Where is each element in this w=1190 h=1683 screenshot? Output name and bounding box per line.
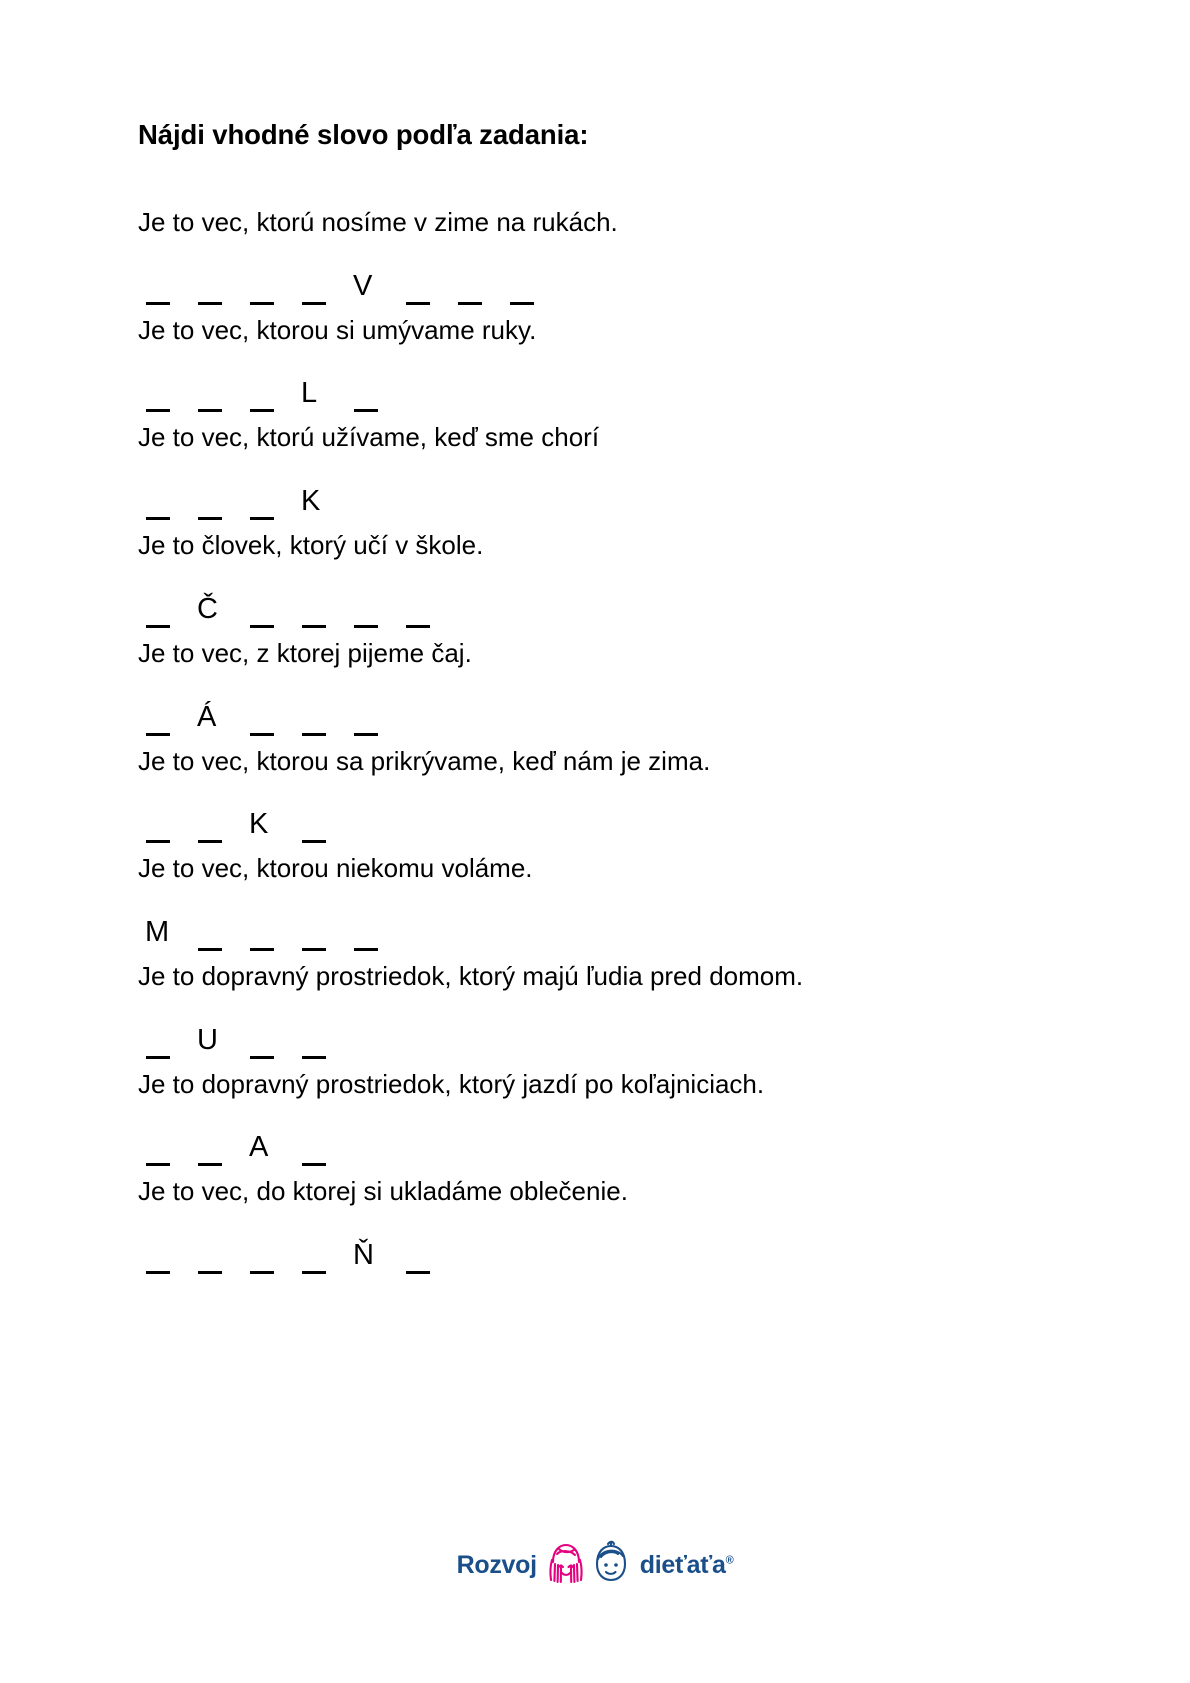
exercise-item (138, 1176, 1058, 1280)
answer-letter-hint (196, 588, 248, 634)
answer-letter-hint-text: U (197, 1023, 218, 1056)
answer-blank-slot[interactable] (456, 265, 508, 311)
answer-blank-slot[interactable] (196, 1126, 248, 1172)
answer-blank-slot[interactable] (144, 803, 196, 849)
answer-slot-row[interactable] (138, 1208, 1058, 1280)
answer-letter-hint (352, 1234, 404, 1280)
answer-blank-slot[interactable] (352, 696, 404, 742)
answer-blank-slot[interactable] (508, 265, 560, 311)
answer-blank-slot[interactable] (196, 265, 248, 311)
answer-blank-slot[interactable] (144, 696, 196, 742)
answer-letter-hint-text: V (353, 269, 373, 302)
answer-blank-slot[interactable] (144, 480, 196, 526)
exercise-prompt: Je to vec, ktorou niekomu voláme. (138, 853, 533, 884)
exercise-item (138, 1069, 1058, 1173)
exercise-prompt: Je to vec, ktorou sa prikrývame, keď nám je zima. (138, 745, 711, 776)
answer-letter-hint (248, 1126, 300, 1172)
answer-blank-slot[interactable] (196, 372, 248, 418)
answer-blank-slot[interactable] (144, 265, 196, 311)
registered-mark: ® (725, 1554, 734, 1567)
worksheet-content (138, 118, 1058, 1284)
logo-word-rozvoj: Rozvoj (456, 1551, 537, 1579)
page-title: Nájdi vhodné slovo podľa zadania: (138, 119, 589, 150)
answer-letter-hint (300, 372, 352, 418)
answer-blank-slot[interactable] (404, 265, 456, 311)
answer-slot-row[interactable] (138, 670, 1058, 742)
answer-blank-slot[interactable] (248, 1019, 300, 1065)
answer-blank-slot[interactable] (248, 372, 300, 418)
exercise-item (138, 422, 1058, 526)
answer-blank-slot[interactable] (352, 911, 404, 957)
answer-letter-hint (248, 803, 300, 849)
answer-letter-hint-text: Č (197, 592, 218, 625)
answer-blank-slot[interactable] (144, 588, 196, 634)
answer-blank-slot[interactable] (248, 265, 300, 311)
answer-slot-row[interactable] (138, 993, 1058, 1065)
answer-blank-slot[interactable] (404, 588, 456, 634)
answer-slot-row[interactable] (138, 346, 1058, 418)
answer-slot-row[interactable] (138, 239, 1058, 311)
exercise-item (138, 315, 1058, 419)
answer-blank-slot[interactable] (352, 588, 404, 634)
answer-blank-slot[interactable] (300, 588, 352, 634)
exercise-prompt: Je to dopravný prostriedok, ktorý majú ľudia pred domom. (138, 961, 804, 992)
brand-logo (457, 1540, 734, 1591)
exercise-item (138, 853, 1058, 957)
answer-blank-slot[interactable] (352, 372, 404, 418)
exercise-prompt: Je to vec, ktorú nosíme v zime na rukách. (138, 207, 618, 237)
answer-blank-slot[interactable] (144, 372, 196, 418)
exercise-prompt: Je to vec, ktorou si umývame ruky. (138, 314, 537, 345)
exercise-prompt: Je to dopravný prostriedok, ktorý jazdí po koľajniciach. (138, 1068, 765, 1099)
answer-letter-hint-text: M (145, 916, 170, 949)
answer-letter-hint (352, 265, 404, 311)
exercise-prompt: Je to vec, do ktorej si ukladáme oblečenie. (138, 1176, 628, 1207)
answer-blank-slot[interactable] (248, 911, 300, 957)
answer-slot-row[interactable] (138, 885, 1058, 957)
answer-letter-hint-text: K (301, 485, 321, 518)
answer-letter-hint-text: Ň (353, 1239, 374, 1272)
answer-letter-hint (196, 1019, 248, 1065)
answer-blank-slot[interactable] (248, 480, 300, 526)
answer-blank-slot[interactable] (196, 480, 248, 526)
exercise-prompt: Je to vec, z ktorej pijeme čaj. (138, 637, 472, 668)
answer-blank-slot[interactable] (404, 1234, 456, 1280)
answer-letter-hint (196, 696, 248, 742)
exercise-list (138, 207, 1058, 1280)
footer (0, 1540, 1190, 1591)
answer-blank-slot[interactable] (300, 696, 352, 742)
answer-blank-slot[interactable] (144, 1126, 196, 1172)
answer-blank-slot[interactable] (248, 696, 300, 742)
answer-blank-slot[interactable] (300, 265, 352, 311)
answer-letter-hint-text: K (249, 808, 269, 841)
answer-slot-row[interactable] (138, 562, 1058, 634)
answer-slot-row[interactable] (138, 1100, 1058, 1172)
answer-letter-hint-text: A (249, 1131, 269, 1164)
answer-blank-slot[interactable] (196, 803, 248, 849)
answer-blank-slot[interactable] (300, 1234, 352, 1280)
exercise-item (138, 207, 1058, 311)
answer-blank-slot[interactable] (300, 1019, 352, 1065)
answer-blank-slot[interactable] (248, 588, 300, 634)
answer-blank-slot[interactable] (144, 1234, 196, 1280)
answer-slot-row[interactable] (138, 454, 1058, 526)
answer-blank-slot[interactable] (196, 911, 248, 957)
logo-word-dietata (640, 1553, 734, 1578)
logo-faces (544, 1540, 633, 1591)
answer-slot-row[interactable] (138, 777, 1058, 849)
answer-blank-slot[interactable] (144, 1019, 196, 1065)
answer-blank-slot[interactable] (300, 803, 352, 849)
exercise-item (138, 961, 1058, 1065)
answer-letter-hint-text: L (301, 377, 318, 410)
exercise-item (138, 530, 1058, 634)
exercise-item (138, 638, 1058, 742)
exercise-prompt: Je to vec, ktorú užívame, keď sme chorí (138, 422, 600, 453)
answer-blank-slot[interactable] (300, 911, 352, 957)
answer-letter-hint (144, 911, 196, 957)
answer-letter-hint-text: Á (197, 700, 217, 733)
logo-word-dietata-text: dieťaťa (639, 1551, 726, 1579)
exercise-prompt: Je to človek, ktorý učí v škole. (138, 530, 484, 561)
boy-face-icon (589, 1540, 633, 1591)
exercise-item (138, 746, 1058, 850)
answer-blank-slot[interactable] (300, 1126, 352, 1172)
answer-blank-slot[interactable] (196, 1234, 248, 1280)
answer-blank-slot[interactable] (248, 1234, 300, 1280)
girl-face-icon (544, 1540, 588, 1591)
answer-letter-hint (300, 480, 352, 526)
